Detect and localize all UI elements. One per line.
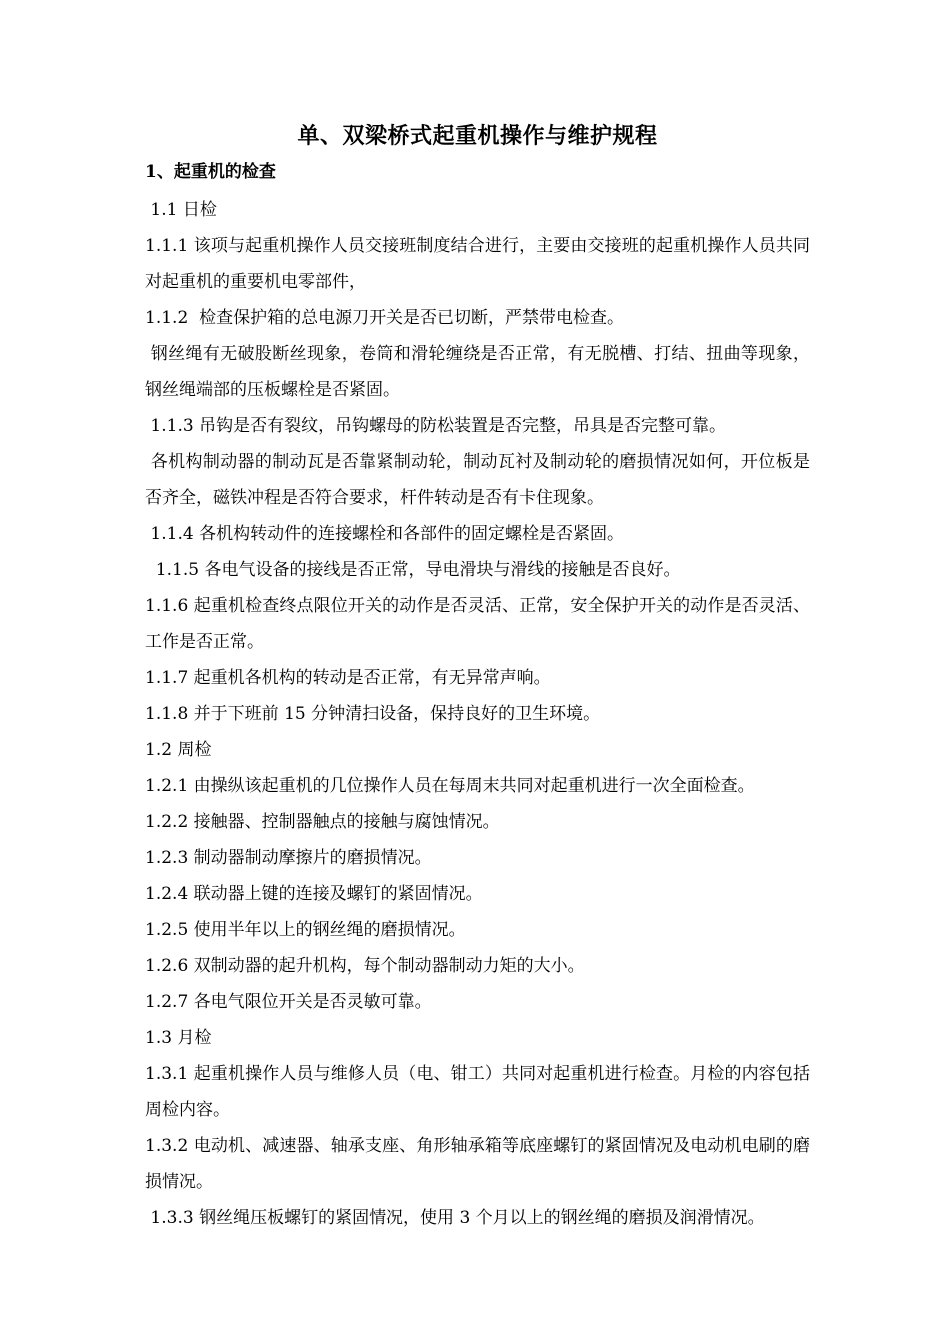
paragraph: 1.2.7 各电气限位开关是否灵敏可靠。 (145, 992, 432, 1012)
paragraph: 1.1.3 吊钩是否有裂纹，吊钩螺母的防松装置是否完整，吊具是否完整可靠。 (145, 416, 727, 436)
paragraph: 1.2.3 制动器制动摩擦片的磨损情况。 (145, 848, 432, 868)
paragraph: 1.3.3 钢丝绳压板螺钉的紧固情况，使用 3 个月以上的钢丝绳的磨损及润滑情况。 (145, 1208, 765, 1228)
paragraph: 1.3.1 起重机操作人员与维修人员（电、钳工）共同对起重机进行检查。月检的内容包括周检内容。 (145, 1064, 810, 1120)
paragraph: 1.1.1 该项与起重机操作人员交接班制度结合进行，主要由交接班的起重机操作人员共同对起重机的重要机电零部件， (145, 236, 810, 292)
document-title: 单、双梁桥式起重机操作与维护规程 (297, 123, 658, 149)
paragraph: 1.2.4 联动器上键的连接及螺钉的紧固情况。 (145, 884, 483, 904)
paragraph: 1.2.1 由操纵该起重机的几位操作人员在每周末共同对起重机进行一次全面检查。 (145, 776, 755, 796)
paragraph: 1.1.2 检查保护箱的总电源刀开关是否已切断，严禁带电检查。 (145, 308, 625, 328)
paragraph: 1.2.5 使用半年以上的钢丝绳的磨损情况。 (145, 920, 466, 940)
paragraph: 1.3.2 电动机、减速器、轴承支座、角形轴承箱等底座螺钉的紧固情况及电动机电刷的磨损情况。 (145, 1136, 810, 1192)
paragraph: 1.1.4 各机构转动件的连接螺栓和各部件的固定螺栓是否紧固。 (145, 524, 625, 544)
paragraph: 1.2.6 双制动器的起升机构，每个制动器制动力矩的大小。 (145, 956, 585, 976)
paragraph: 1.1.5 各电气设备的接线是否正常，导电滑块与滑线的接触是否良好。 (145, 560, 681, 580)
paragraph: 1.2.2 接触器、控制器触点的接触与腐蚀情况。 (145, 812, 500, 832)
paragraph: 1.3 月检 (145, 1028, 212, 1048)
paragraph: 钢丝绳有无破股断丝现象，卷筒和滑轮缠绕是否正常，有无脱槽、打结、扭曲等现象，钢丝绳端部的压板螺栓是否紧固。 (145, 344, 810, 400)
paragraph: 1.1.8 并于下班前 15 分钟清扫设备，保持良好的卫生环境。 (145, 704, 601, 724)
paragraph: 1.2 周检 (145, 740, 212, 760)
paragraph: 各机构制动器的制动瓦是否靠紧制动轮，制动瓦衬及制动轮的磨损情况如何，开位板是否齐全，磁铁冲程是否符合要求，杆件转动是否有卡住现象。 (145, 452, 810, 508)
section-heading: 1、起重机的检查 (145, 162, 276, 182)
paragraph: 1.1.7 起重机各机构的转动是否正常，有无异常声响。 (145, 668, 551, 688)
paragraph: 1.1 日检 (145, 200, 217, 220)
paragraph: 1.1.6 起重机检查终点限位开关的动作是否灵活、正常，安全保护开关的动作是否灵活、工作是否正常。 (145, 596, 810, 652)
document-body (145, 118, 810, 1236)
